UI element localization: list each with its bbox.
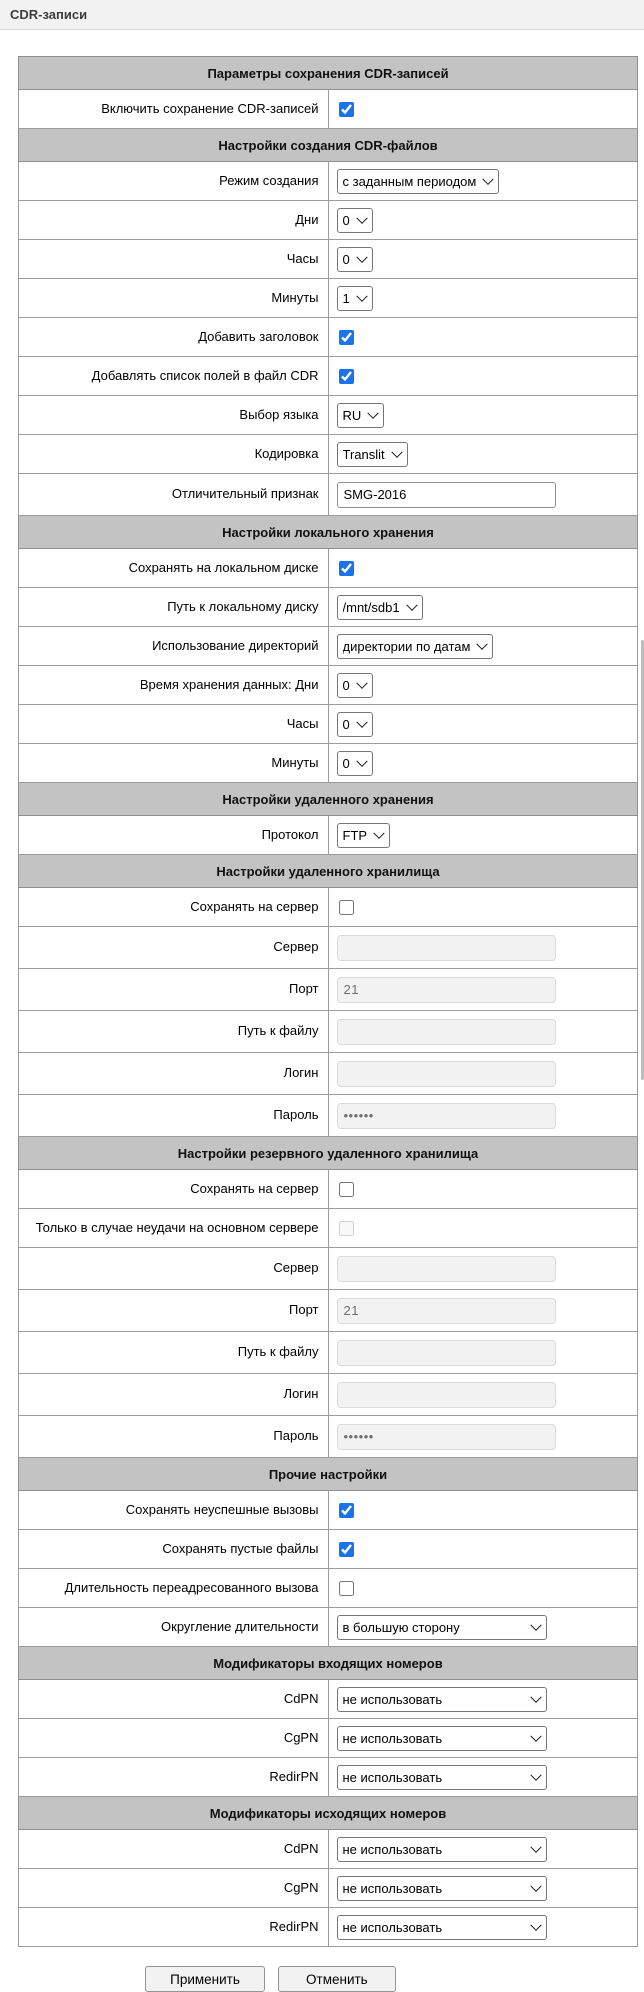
- section-header-row: [19, 1797, 638, 1830]
- form-row: [19, 1248, 638, 1290]
- field-control-cell: [328, 705, 638, 744]
- field-control-cell: [328, 1209, 638, 1248]
- add-header-checkbox[interactable]: [339, 330, 354, 345]
- form-row: [19, 357, 638, 396]
- field-label: Минуты: [19, 279, 329, 318]
- outgoing-cgpn-select[interactable]: [337, 1876, 547, 1901]
- form-row: [19, 162, 638, 201]
- form-row: [19, 1869, 638, 1908]
- storage-days-select-wrap: [337, 673, 373, 698]
- reserve-file-path-input: [337, 1340, 556, 1366]
- field-label: Сохранять на сервер: [19, 1170, 329, 1209]
- form-row: [19, 474, 638, 516]
- field-label: Включить сохранение CDR-записей: [19, 90, 329, 129]
- field-control-cell: [328, 1608, 638, 1647]
- section-header: Настройки резервного удаленного хранилища: [19, 1137, 638, 1170]
- storage-days-select[interactable]: [337, 673, 373, 698]
- field-control-cell: [328, 1011, 638, 1053]
- section-header-row: [19, 855, 638, 888]
- incoming-cdpn-select[interactable]: [337, 1687, 547, 1712]
- local-disk-path-select-wrap: [337, 595, 423, 620]
- section-header: Модификаторы входящих номеров: [19, 1647, 638, 1680]
- form-row: [19, 1374, 638, 1416]
- storage-hours-select[interactable]: [337, 712, 373, 737]
- remote-login-input: [337, 1061, 556, 1087]
- field-control-cell: [328, 474, 638, 516]
- section-header-row: [19, 129, 638, 162]
- action-buttons: [18, 1966, 523, 1992]
- field-label: CdPN: [19, 1830, 329, 1869]
- form-row: [19, 1095, 638, 1137]
- field-control-cell: [328, 1719, 638, 1758]
- field-control-cell: [328, 240, 638, 279]
- field-control-cell: [328, 201, 638, 240]
- field-label: CdPN: [19, 1680, 329, 1719]
- period-hours-select[interactable]: [337, 247, 373, 272]
- duration-rounding-select[interactable]: [337, 1615, 547, 1640]
- form-row: [19, 1569, 638, 1608]
- incoming-cgpn-select-wrap: [337, 1726, 547, 1751]
- field-label: Кодировка: [19, 435, 329, 474]
- field-label: Путь к файлу: [19, 1011, 329, 1053]
- field-control-cell: [328, 816, 638, 855]
- form-row: [19, 705, 638, 744]
- field-label: Порт: [19, 1290, 329, 1332]
- form-row: [19, 969, 638, 1011]
- form-row: [19, 1830, 638, 1869]
- form-row: [19, 279, 638, 318]
- form-row: [19, 549, 638, 588]
- save-local-disk-checkbox[interactable]: [339, 561, 354, 576]
- field-control-cell: [328, 357, 638, 396]
- form-row: [19, 1680, 638, 1719]
- field-label: Использование директорий: [19, 627, 329, 666]
- period-minutes-select[interactable]: [337, 286, 373, 311]
- field-control-cell: [328, 90, 638, 129]
- form-row: [19, 744, 638, 783]
- field-control-cell: [328, 1869, 638, 1908]
- cancel-button[interactable]: Отменить: [278, 1966, 396, 1992]
- form-row: [19, 318, 638, 357]
- field-control-cell: [328, 1491, 638, 1530]
- field-control-cell: [328, 1374, 638, 1416]
- field-label: Логин: [19, 1374, 329, 1416]
- reserve-save-to-server-checkbox[interactable]: [339, 1182, 354, 1197]
- language-select[interactable]: [337, 403, 384, 428]
- remote-save-to-server-checkbox[interactable]: [339, 900, 354, 915]
- period-hours-select-wrap: [337, 247, 373, 272]
- reserve-port-input: [337, 1298, 556, 1324]
- remote-password-input: [337, 1103, 556, 1129]
- form-row: [19, 588, 638, 627]
- form-row: [19, 927, 638, 969]
- storage-minutes-select[interactable]: [337, 751, 373, 776]
- incoming-cdpn-select-wrap: [337, 1687, 547, 1712]
- field-label: Логин: [19, 1053, 329, 1095]
- form-row: [19, 1416, 638, 1458]
- section-header-row: [19, 516, 638, 549]
- directories-usage-select[interactable]: [337, 634, 493, 659]
- field-label: RedirPN: [19, 1758, 329, 1797]
- storage-minutes-select-wrap: [337, 751, 373, 776]
- language-select-wrap: [337, 403, 384, 428]
- field-label: Добавить заголовок: [19, 318, 329, 357]
- section-header-row: [19, 783, 638, 816]
- add-field-list-checkbox[interactable]: [339, 369, 354, 384]
- field-control-cell: [328, 1569, 638, 1608]
- form-row: [19, 1011, 638, 1053]
- field-control-cell: [328, 1095, 638, 1137]
- apply-button[interactable]: Применить: [145, 1966, 265, 1992]
- field-label: Путь к локальному диску: [19, 588, 329, 627]
- form-row: [19, 435, 638, 474]
- save-empty-files-checkbox[interactable]: [339, 1542, 354, 1557]
- section-header: Настройки локального хранения: [19, 516, 638, 549]
- encoding-select-wrap: [337, 442, 408, 467]
- section-header: Настройки создания CDR-файлов: [19, 129, 638, 162]
- field-control-cell: [328, 666, 638, 705]
- field-label: Сервер: [19, 1248, 329, 1290]
- field-control-cell: [328, 627, 638, 666]
- form-row: [19, 1053, 638, 1095]
- field-label: Длительность переадресованного вызова: [19, 1569, 329, 1608]
- remote-port-input: [337, 977, 556, 1003]
- field-control-cell: [328, 1758, 638, 1797]
- form-row: [19, 627, 638, 666]
- field-control-cell: [328, 1248, 638, 1290]
- local-disk-path-select[interactable]: [337, 595, 423, 620]
- field-control-cell: [328, 162, 638, 201]
- incoming-redirpn-select-wrap: [337, 1765, 547, 1790]
- outgoing-cdpn-select[interactable]: [337, 1837, 547, 1862]
- field-label: Сохранять неуспешные вызовы: [19, 1491, 329, 1530]
- reserve-login-input: [337, 1382, 556, 1408]
- form-row: [19, 666, 638, 705]
- creation-mode-select[interactable]: [337, 169, 499, 194]
- field-label: Добавлять список полей в файл CDR: [19, 357, 329, 396]
- period-minutes-select-wrap: [337, 286, 373, 311]
- form-row: [19, 1290, 638, 1332]
- field-label: Сервер: [19, 927, 329, 969]
- directories-usage-select-wrap: [337, 634, 493, 659]
- field-label: RedirPN: [19, 1908, 329, 1947]
- reserve-server-input: [337, 1256, 556, 1282]
- field-label: Протокол: [19, 816, 329, 855]
- form-row: [19, 90, 638, 129]
- field-control-cell: [328, 279, 638, 318]
- section-header: Модификаторы исходящих номеров: [19, 1797, 638, 1830]
- field-label: CgPN: [19, 1869, 329, 1908]
- distinctive-sign-input[interactable]: [337, 482, 556, 508]
- incoming-cgpn-select[interactable]: [337, 1726, 547, 1751]
- storage-hours-select-wrap: [337, 712, 373, 737]
- field-label: Только в случае неудачи на основном сервере: [19, 1209, 329, 1248]
- form-row: [19, 396, 638, 435]
- field-control-cell: [328, 318, 638, 357]
- remote-server-input: [337, 935, 556, 961]
- form-row: [19, 240, 638, 279]
- form-row: [19, 1719, 638, 1758]
- section-header-row: [19, 1137, 638, 1170]
- field-label: Порт: [19, 969, 329, 1011]
- section-header: Настройки удаленного хранилища: [19, 855, 638, 888]
- field-label: Путь к файлу: [19, 1332, 329, 1374]
- field-control-cell: [328, 1170, 638, 1209]
- field-control-cell: [328, 396, 638, 435]
- field-control-cell: [328, 1332, 638, 1374]
- form-row: [19, 1608, 638, 1647]
- remote-file-path-input: [337, 1019, 556, 1045]
- field-label: Дни: [19, 201, 329, 240]
- field-label: Сохранять пустые файлы: [19, 1530, 329, 1569]
- reserve-only-on-failure-checkbox: [339, 1221, 354, 1236]
- section-header-row: [19, 1647, 638, 1680]
- field-control-cell: [328, 969, 638, 1011]
- incoming-redirpn-select[interactable]: [337, 1765, 547, 1790]
- enable-cdr-saving-checkbox[interactable]: [339, 102, 354, 117]
- field-control-cell: [328, 1053, 638, 1095]
- form-row: [19, 1530, 638, 1569]
- field-control-cell: [328, 588, 638, 627]
- field-label: Режим создания: [19, 162, 329, 201]
- outgoing-redirpn-select-wrap: [337, 1915, 547, 1940]
- section-header: Настройки удаленного хранения: [19, 783, 638, 816]
- cdr-settings-table: [18, 56, 638, 1947]
- field-label: Выбор языка: [19, 396, 329, 435]
- field-control-cell: [328, 1530, 638, 1569]
- field-label: Часы: [19, 240, 329, 279]
- section-header: Параметры сохранения CDR-записей: [19, 57, 638, 90]
- outgoing-cdpn-select-wrap: [337, 1837, 547, 1862]
- field-label: CgPN: [19, 1719, 329, 1758]
- outgoing-redirpn-select[interactable]: [337, 1915, 547, 1940]
- field-label: Пароль: [19, 1416, 329, 1458]
- form-row: [19, 1170, 638, 1209]
- form-row: [19, 1491, 638, 1530]
- section-header-row: [19, 57, 638, 90]
- duration-rounding-select-wrap: [337, 1615, 547, 1640]
- page-title: CDR-записи: [0, 0, 644, 30]
- field-control-cell: [328, 744, 638, 783]
- save-unsuccessful-calls-checkbox[interactable]: [339, 1503, 354, 1518]
- field-label: Минуты: [19, 744, 329, 783]
- field-label: Округление длительности: [19, 1608, 329, 1647]
- encoding-select[interactable]: [337, 442, 408, 467]
- period-days-select[interactable]: [337, 208, 373, 233]
- field-label: Время хранения данных: Дни: [19, 666, 329, 705]
- field-label: Отличительный признак: [19, 474, 329, 516]
- forwarded-call-duration-checkbox[interactable]: [339, 1581, 354, 1596]
- field-label: Сохранять на сервер: [19, 888, 329, 927]
- field-control-cell: [328, 888, 638, 927]
- form-row: [19, 1209, 638, 1248]
- reserve-password-input: [337, 1424, 556, 1450]
- field-control-cell: [328, 1830, 638, 1869]
- form-row: [19, 1332, 638, 1374]
- creation-mode-select-wrap: [337, 169, 499, 194]
- field-control-cell: [328, 435, 638, 474]
- field-label: Часы: [19, 705, 329, 744]
- field-control-cell: [328, 1908, 638, 1947]
- field-control-cell: [328, 549, 638, 588]
- section-header: Прочие настройки: [19, 1458, 638, 1491]
- field-label: Сохранять на локальном диске: [19, 549, 329, 588]
- form-row: [19, 888, 638, 927]
- protocol-select-wrap: [337, 823, 390, 848]
- section-header-row: [19, 1458, 638, 1491]
- outgoing-cgpn-select-wrap: [337, 1876, 547, 1901]
- field-label: Пароль: [19, 1095, 329, 1137]
- field-control-cell: [328, 1290, 638, 1332]
- field-control-cell: [328, 1416, 638, 1458]
- protocol-select[interactable]: [337, 823, 390, 848]
- field-control-cell: [328, 1680, 638, 1719]
- form-row: [19, 1758, 638, 1797]
- form-row: [19, 201, 638, 240]
- period-days-select-wrap: [337, 208, 373, 233]
- form-row: [19, 816, 638, 855]
- form-row: [19, 1908, 638, 1947]
- field-control-cell: [328, 927, 638, 969]
